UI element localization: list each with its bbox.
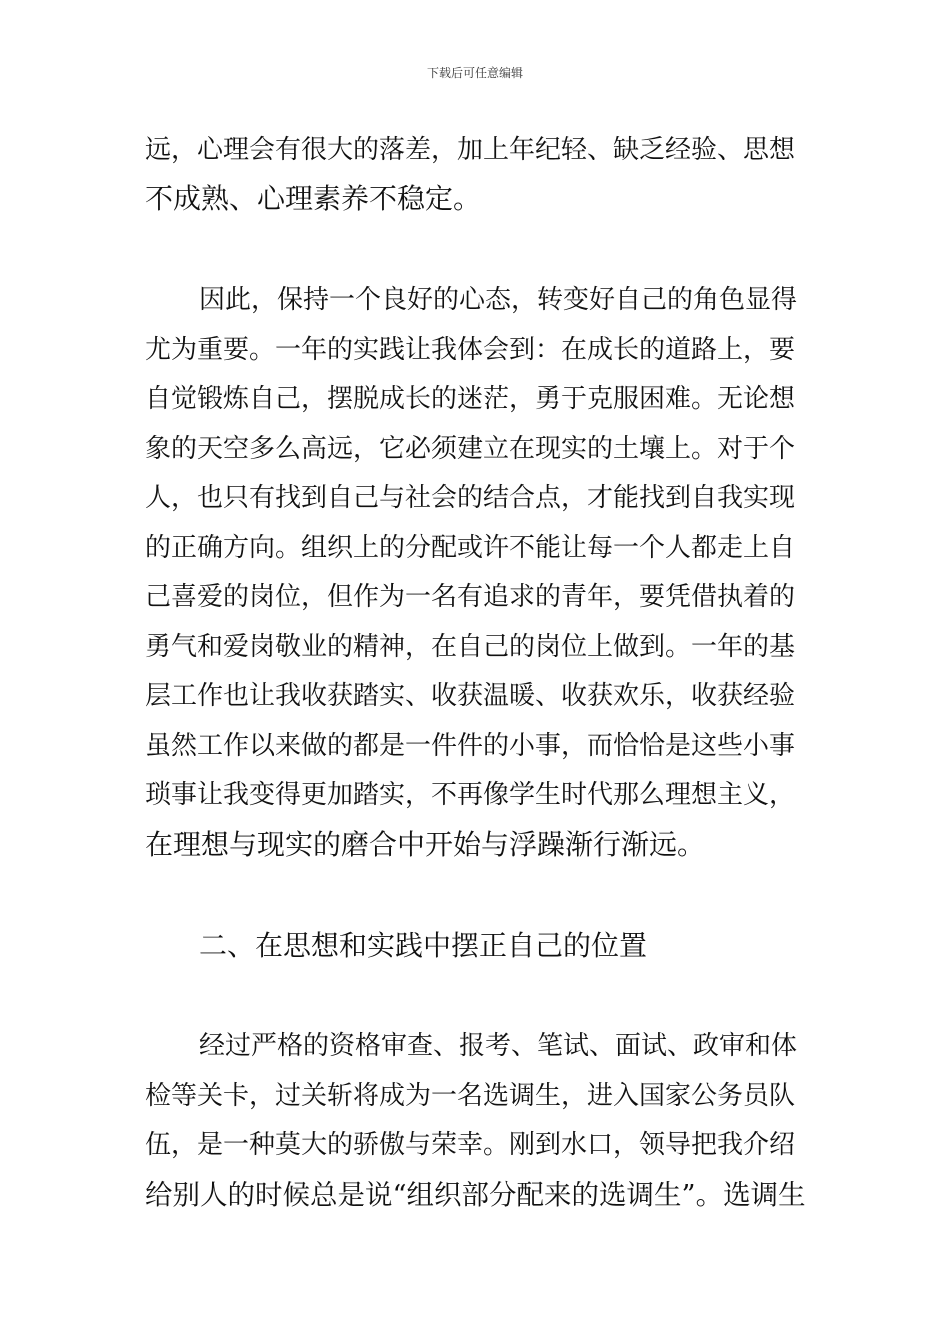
text-line: 尤为重要。一年的实践让我体会到：在成长的道路上，要	[145, 335, 796, 365]
text-line: 琐事让我变得更加踏实，不再像学生时代那么理想主义，	[145, 780, 796, 810]
paragraph-first-line: 经过严格的资格审查、报考、笔试、面试、政审和体	[199, 1031, 798, 1061]
text-line: 给别人的时候总是说“组织部分配来的选调生”。选调生	[145, 1179, 806, 1211]
text-line: 虽然工作以来做的都是一件件的小事，而恰恰是这些小事	[145, 731, 796, 761]
text-line: 勇气和爱岗敬业的精神，在自己的岗位上做到。一年的基	[145, 632, 796, 662]
page-header-note: 下载后可任意编辑	[426, 66, 523, 80]
text-line: 层工作也让我收获踏实、收获温暖、收获欢乐，收获经验	[145, 681, 796, 711]
text-line: 的正确方向。组织上的分配或许不能让每一个人都走上自	[145, 533, 796, 563]
text-line: 象的天空多么高远，它必须建立在现实的土壤上。对于个	[145, 434, 796, 464]
text-line: 伍，是一种莫大的骄傲与荣幸。刚到水口，领导把我介绍	[145, 1130, 796, 1160]
text-line: 己喜爱的岗位，但作为一名有追求的青年，要凭借执着的	[145, 582, 796, 612]
section-heading: 二、在思想和实践中摆正自己的位置	[199, 929, 648, 962]
text-line: 在理想与现实的磨合中开始与浮躁渐行渐远。	[145, 828, 706, 861]
paragraph-first-line: 因此，保持一个良好的心态，转变好自己的角色显得	[199, 285, 798, 315]
text-line: 不成熟、心理素养不稳定。	[145, 182, 482, 215]
text-line: 检等关卡，过关斩将成为一名选调生，进入国家公务员队	[145, 1081, 796, 1111]
text-line: 人，也只有找到自己与社会的结合点，才能找到自我实现	[145, 483, 796, 513]
text-line: 远，心理会有很大的落差，加上年纪轻、缺乏经验、思想	[145, 135, 796, 165]
text-line: 自觉锻炼自己，摆脱成长的迷茫，勇于克服困难。无论想	[145, 384, 796, 414]
